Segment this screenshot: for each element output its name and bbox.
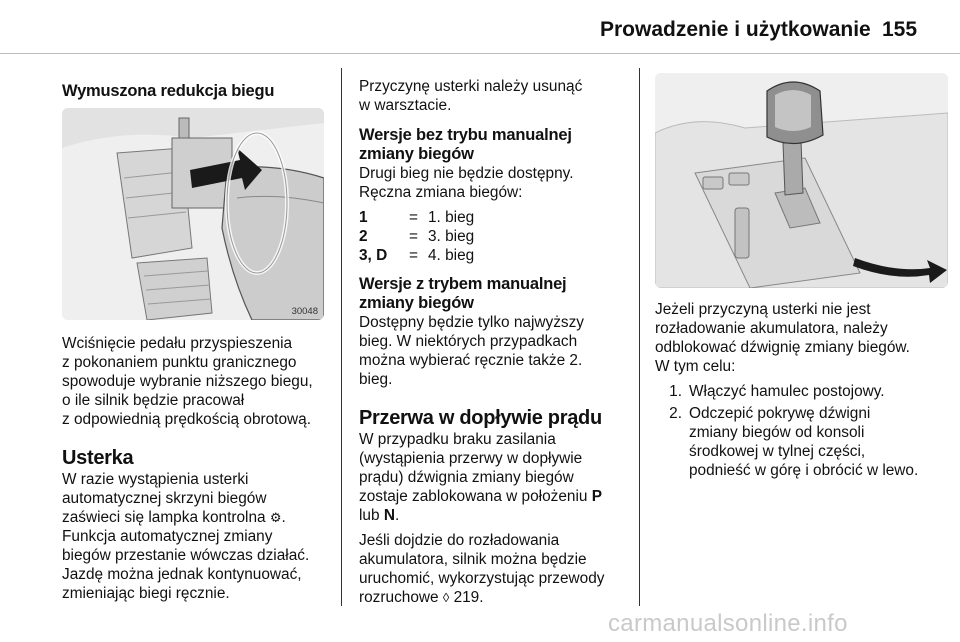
power-dot: . (394, 507, 400, 524)
power-line: (wystąpienia przerwy w dopływie (359, 450, 583, 467)
power-line: prądu) dźwignia zmiany biegów (359, 469, 574, 486)
gear-value: 4. bieg (428, 247, 475, 264)
heading-line: zmiany biegów (359, 294, 474, 312)
fault-line: W razie wystąpienia usterki (62, 471, 249, 488)
heading-line: Wersje bez trybu manualnej (359, 126, 572, 144)
step-line: zmiany biegów od konsoli (689, 424, 865, 441)
right-intro-line: rozładowanie akumulatora, należy (655, 320, 888, 337)
step-text (689, 382, 885, 401)
power-locked-line-2 (359, 506, 631, 525)
gear-eq: = (409, 247, 418, 264)
battery-line: uruchomić, wykorzystując przewody (359, 570, 605, 587)
page-reference-icon: ◊ (442, 590, 450, 605)
fault-icon-line (62, 508, 332, 527)
manual-line: można wybierać ręcznie także 2. (359, 352, 583, 369)
fault-line: automatycznej skrzyni biegów (62, 490, 267, 507)
step-line: podnieść w górę i obrócić w lewo. (689, 462, 919, 479)
gear-lever-drawing (655, 73, 948, 288)
manual-line: bieg. W niektórych przypadkach (359, 333, 578, 350)
manual-line: bieg. (359, 371, 393, 388)
power-lub: lub (359, 507, 380, 524)
middle-body (359, 77, 631, 607)
gear-key: 1 (359, 209, 368, 226)
fault-line: Funkcja automatycznej zmiany (62, 528, 273, 545)
gear-eq: = (409, 228, 418, 245)
column-divider-right (639, 68, 640, 606)
power-line: W przypadku braku zasilania (359, 431, 556, 448)
power-locked-prefix: zostaje zablokowana w położeniu (359, 488, 588, 505)
heading-line: zmiany biegów (359, 145, 474, 163)
steps-list (655, 382, 950, 480)
gear-table (359, 208, 631, 265)
step-number: 2. (669, 405, 682, 422)
gear-eq: = (409, 209, 418, 226)
kickdown-line: spowoduje wybranie niższego biegu, (62, 373, 313, 390)
left-body (62, 334, 332, 603)
page-number: 155 (882, 18, 918, 41)
fault-icon-suffix: . (281, 509, 286, 526)
gear-value: 3. bieg (428, 228, 475, 245)
page-header-title: Prowadzenie i użytkowanie (600, 18, 871, 41)
step-text (689, 404, 918, 480)
no-manual-line: Ręczna zmiana biegów: (359, 184, 523, 201)
power-locked-line (359, 487, 631, 506)
heading-line: Wersje z trybem manualnej (359, 275, 567, 293)
step-line: Odczepić pokrywę dźwigni (689, 405, 871, 422)
position-p: P (591, 488, 602, 505)
gear-row (359, 246, 631, 265)
right-intro-line: Jeżeli przyczyną usterki nie jest (655, 301, 871, 318)
header-divider (0, 53, 960, 54)
column-divider-left (341, 68, 342, 606)
step-line: Włączyć hamulec postojowy. (689, 383, 885, 400)
gear-lever-illustration (655, 73, 948, 288)
fault-line: zmieniając biegi ręcznie. (62, 585, 230, 602)
intro-line: Przyczynę usterki należy usunąć (359, 78, 583, 95)
pedal-drawing (62, 108, 324, 320)
figure-code: 30048 (291, 306, 318, 317)
power-heading: Przerwa w dopływie prądu (359, 407, 602, 429)
jump-start-line (359, 588, 631, 607)
no-manual-line: Drugi bieg nie będzie dostępny. (359, 165, 574, 182)
right-body (655, 300, 950, 483)
pedal-illustration (62, 108, 324, 320)
right-intro-line: W tym celu: (655, 358, 736, 375)
fault-heading: Usterka (62, 447, 134, 469)
no-manual-heading (359, 126, 631, 164)
jump-start-prefix: rozruchowe (359, 589, 439, 606)
gear-key: 3, D (359, 247, 388, 264)
list-item (655, 404, 950, 480)
kickdown-line: o ile silnik będzie pracował (62, 392, 245, 409)
gear-value: 1. bieg (428, 209, 475, 226)
page-reference-link[interactable]: 219. (453, 589, 484, 606)
battery-line: Jeśli dojdzie do rozładowania (359, 532, 560, 549)
manual-line: Dostępny będzie tylko najwyższy (359, 314, 584, 331)
fault-icon-prefix: zaświeci się lampka kontrolna (62, 509, 266, 526)
kickdown-line: z odpowiednią prędkością obrotową. (62, 411, 311, 428)
list-item (655, 382, 950, 401)
gear-row (359, 208, 631, 227)
step-number: 1. (669, 383, 682, 400)
kickdown-line: z pokonaniem punktu granicznego (62, 354, 297, 371)
intro-line: w warsztacie. (359, 97, 452, 114)
right-intro-line: odblokować dźwignię zmiany biegów. (655, 339, 910, 356)
fault-line: biegów przestanie wówczas działać. (62, 547, 310, 564)
section-heading-kickdown: Wymuszona redukcja biegu (62, 82, 275, 100)
kickdown-line: Wciśnięcie pedału przyspieszenia (62, 335, 293, 352)
watermark: carmanualsonline.info (608, 610, 848, 637)
manual-heading (359, 275, 631, 313)
fault-line: Jazdę można jednak kontynuować, (62, 566, 302, 583)
gear-key: 2 (359, 228, 368, 245)
gear-row (359, 227, 631, 246)
gearbox-warning-icon: ⚙ (269, 510, 282, 525)
battery-line: akumulatora, silnik można będzie (359, 551, 587, 568)
position-n: N (383, 507, 395, 524)
step-line: środkowej w tylnej części, (689, 443, 866, 460)
